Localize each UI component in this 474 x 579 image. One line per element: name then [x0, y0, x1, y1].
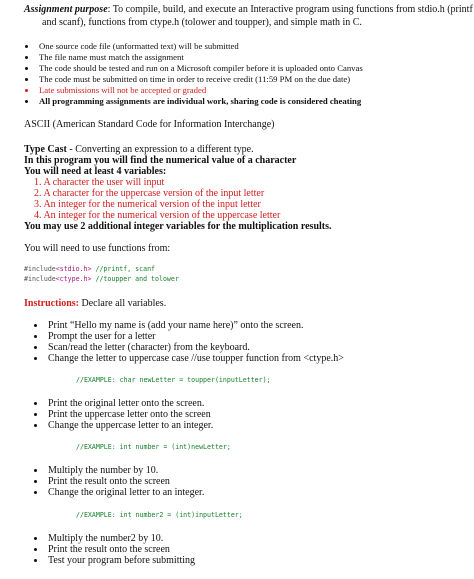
bullet-icon: [34, 402, 37, 405]
include-header: <stdio.h>: [55, 265, 92, 273]
bullet-icon: [25, 67, 28, 70]
purpose-text-1: : To compile, build, and execute an Interactive program using functions from stdio.h (printf: [107, 4, 473, 15]
bullet-icon: [34, 357, 37, 360]
rule-text: All programming assignments are individual work, sharing code is considered cheating: [39, 96, 362, 106]
include-directive: #include: [24, 265, 56, 273]
code-example-2: //EXAMPLE: int number = (int)newLetter;: [76, 443, 231, 451]
rule-text: The code must be submitted on time in order to receive credit (11:59 PM on the due date): [39, 74, 351, 84]
bullet-icon: [34, 424, 37, 427]
bullet-icon: [34, 480, 37, 483]
step-text: Print “Hello my name is (add your name here)” onto the screen.: [48, 320, 304, 331]
include-comment: //printf, scanf: [91, 265, 156, 273]
bullet-icon: [25, 45, 28, 48]
ascii-heading: ASCII (American Standard Code for Information Interchange): [24, 119, 275, 130]
instructions-text: Declare all variables.: [79, 298, 167, 309]
variable-item: 3. An integer for the numerical version of the input letter: [34, 199, 261, 210]
code-example-3: //EXAMPLE: int number2 = (int)inputLetter;: [76, 511, 243, 519]
step-text: Multiply the number by 10.: [48, 465, 159, 476]
variable-item: 1. A character the user will input: [34, 177, 165, 188]
bullet-icon: [34, 324, 37, 327]
rule-text: One source code file (unformatted text) will be submitted: [39, 41, 239, 51]
step-text: Scan/read the letter (character) from the keyboard.: [48, 342, 250, 353]
step-text: Multiply the number2 by 10.: [48, 533, 164, 544]
variable-item: 2. A character for the uppercase version of the input letter: [34, 188, 265, 199]
type-cast-definition: - Converting an expression to a different type.: [66, 144, 254, 155]
bullet-icon: [25, 78, 28, 81]
bullet-icon: [34, 491, 37, 494]
step-text: Print the original letter onto the screen.: [48, 398, 205, 409]
variables-heading: You will need at least 4 variables:: [24, 166, 167, 177]
rule-text: The code should be tested and run on a Microsoft compiler before it is uploaded onto Canvas: [39, 63, 363, 73]
bullet-icon: [25, 100, 28, 103]
rule-text: The file name must match the assignment: [39, 52, 184, 62]
bullet-icon: [34, 537, 37, 540]
bullet-icon: [25, 89, 28, 92]
bullet-icon: [34, 413, 37, 416]
bullet-icon: [34, 335, 37, 338]
include-line: [24, 265, 155, 274]
bullet-icon: [34, 346, 37, 349]
bullet-icon: [34, 548, 37, 551]
step-text: Change the letter to uppercase case //use toupper function from <ctype.h>: [48, 353, 344, 364]
bullet-icon: [25, 56, 28, 59]
step-text: Print the result onto the screen: [48, 544, 170, 555]
code-example-1: //EXAMPLE: char newLetter = toupper(inputLetter);: [76, 376, 271, 384]
include-line: [24, 275, 179, 284]
rule-text: Late submissions will not be accepted or graded: [39, 85, 207, 95]
step-text: Change the original letter to an integer.: [48, 487, 205, 498]
bullet-icon: [34, 469, 37, 472]
step-text: Test your program before submitting: [48, 555, 196, 566]
functions-heading: You will need to use functions from:: [24, 243, 171, 254]
variable-item: 4. An integer for the numerical version of the uppercase letter: [34, 210, 281, 221]
step-text: Change the uppercase letter to an integer.: [48, 420, 214, 431]
step-text: Prompt the user for a letter: [48, 331, 156, 342]
step-text: Print the result onto the screen: [48, 476, 170, 487]
type-cast-intro: In this program you will find the numerical value of a character: [24, 155, 297, 166]
bullet-icon: [34, 559, 37, 562]
purpose-line-1: [24, 4, 473, 16]
instructions-label: Instructions:: [24, 298, 80, 309]
include-header: <ctype.h>: [55, 275, 92, 283]
step-text: Print the uppercase letter onto the screen: [48, 409, 211, 420]
include-directive: #include: [24, 275, 56, 283]
include-comment: //toupper and tolower: [91, 275, 179, 283]
purpose-line-2: and scanf), functions from ctype.h (tolower and toupper), and simple math in C.: [42, 17, 362, 28]
purpose-label: Assignment purpose: [24, 4, 108, 15]
instructions-line: [24, 298, 166, 310]
additional-variables-note: You may use 2 additional integer variables for the multiplication results.: [24, 221, 332, 232]
type-cast-label: Type Cast: [24, 144, 67, 155]
